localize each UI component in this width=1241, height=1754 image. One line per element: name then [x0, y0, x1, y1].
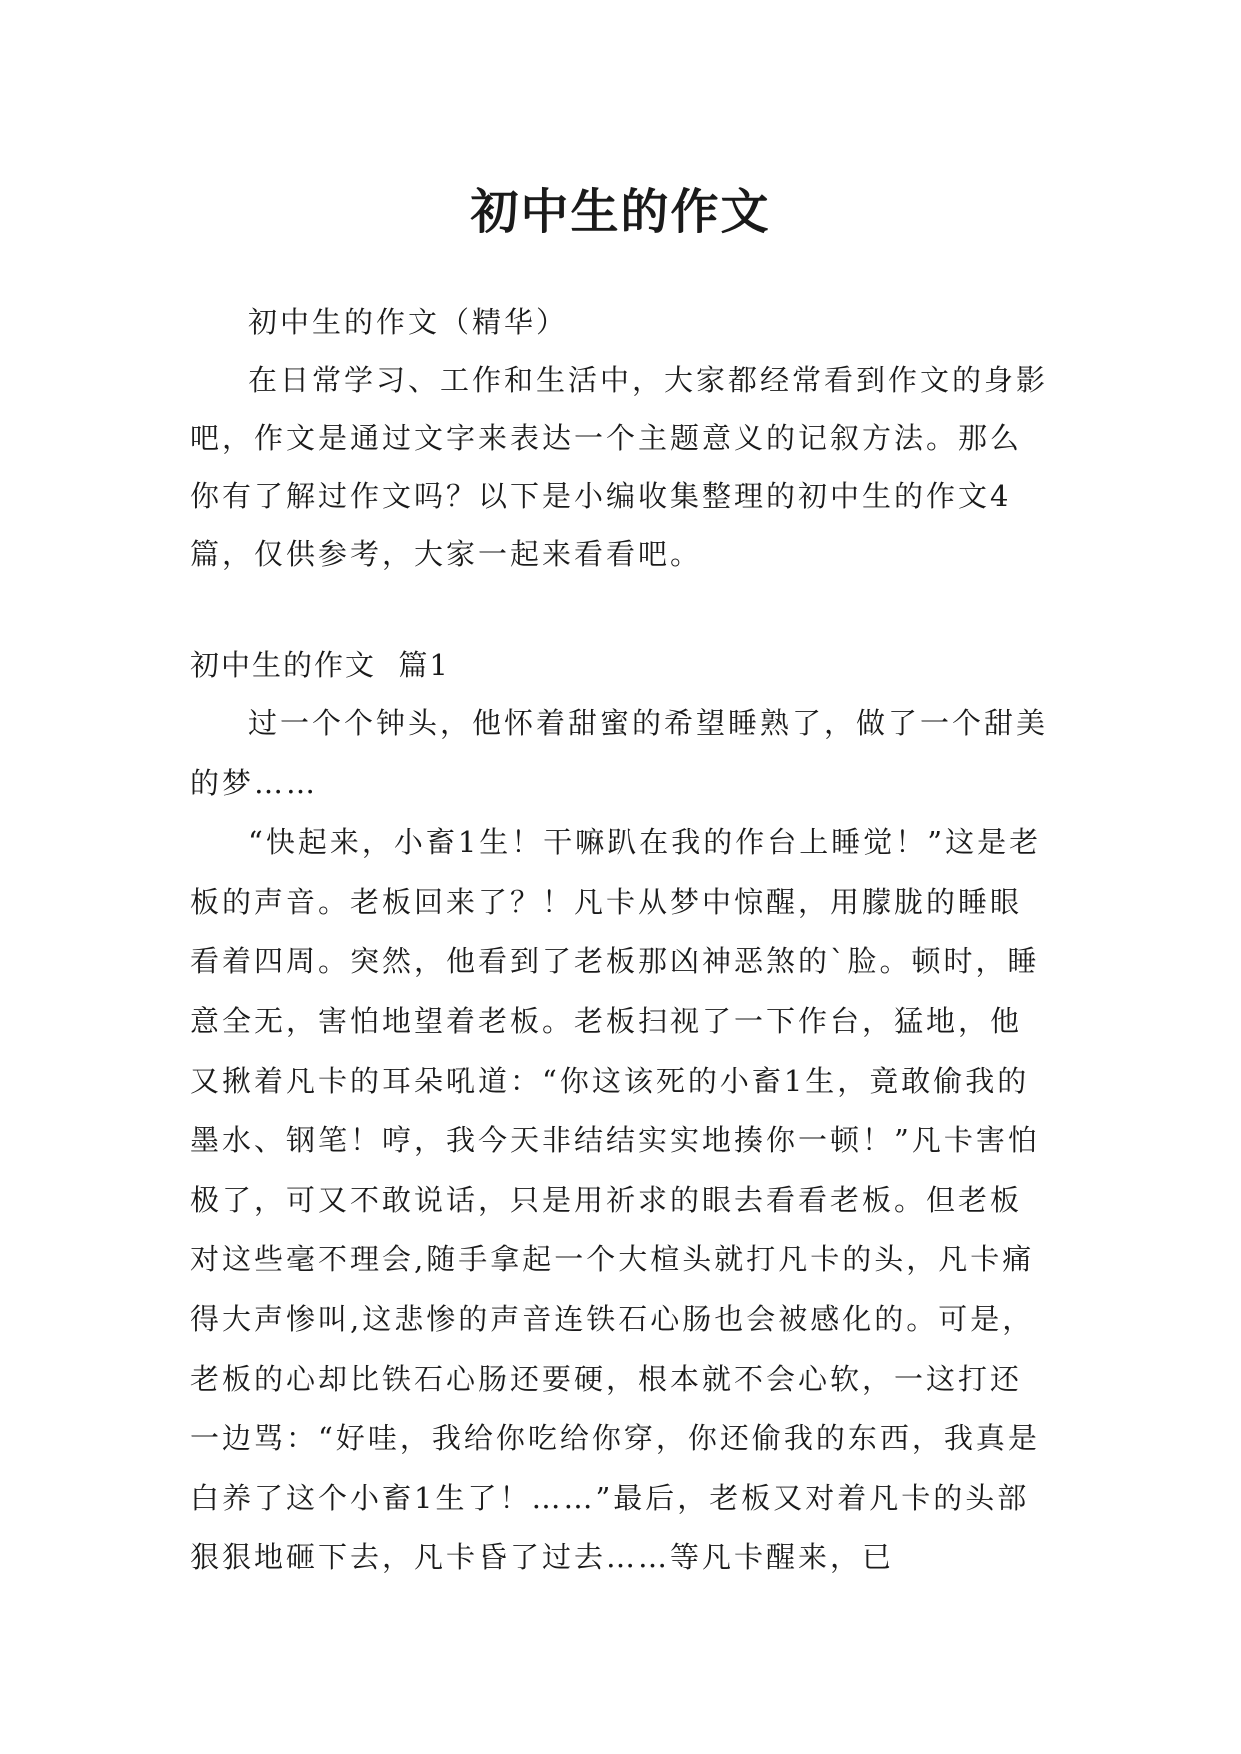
section-body	[190, 694, 1050, 1588]
intro-paragraph: 在日常学习、工作和生活中，大家都经常看到作文的身影吧，作文是通过文字来表达一个主题意义的记叙方法。那么你有了解过作文吗？以下是小编收集整理的初中生的作文4篇，仅供参考，大家一起来看看吧。	[190, 363, 1049, 571]
section-heading: 初中生的作文 篇1	[190, 648, 450, 682]
section-paragraph: 过一个个钟头，他怀着甜蜜的希望睡熟了，做了一个甜美的梦……	[190, 706, 1049, 800]
document-title: 初中生的作文	[470, 184, 771, 241]
intro-block	[190, 293, 1050, 583]
intro-subtitle: 初中生的作文（精华）	[248, 305, 569, 339]
section-paragraph: “快起来，小畜1生！干嘛趴在我的作台上睡觉！”这是老板的声音。老板回来了？！凡卡从梦中惊醒，用朦胧的睡眼看着四周。突然，他看到了老板那凶神恶煞的`脸。顿时，睡意全无，害怕地望着老板。老板扫视了一下作台，猛地，他又揪着凡卡的耳朵吼道：“你这该死的小畜1生，竟敢偷我的墨水、钢笔！哼，我今天非结结实实地揍你一顿！”凡卡害怕极了，可又不敢说话，只是用祈求的眼去看看老板。但老板对这些毫不理会,随手拿起一个大楦头就打凡卡的头，凡卡痛得大声惨叫,这悲惨的声音连铁石心肠也会被感化的。可是，老板的心却比铁石心肠还要硬，根本就不会心软，一这打还一边骂：“好哇，我给你吃给你穿，你还偷我的东西，我真是白养了这个小畜1生了！……”最后，老板又对着凡卡的头部狠狠地砸下去，凡卡昏了过去……等凡卡醒来，已	[190, 825, 1042, 1575]
